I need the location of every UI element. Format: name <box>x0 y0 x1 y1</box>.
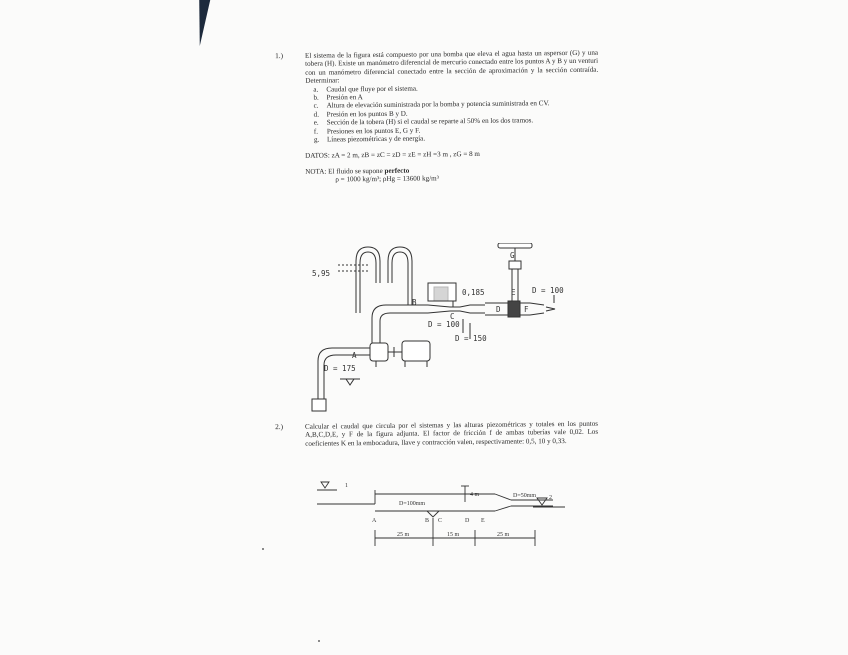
point-b: B <box>412 298 417 307</box>
list-item: c. Altura de elevación suministrada por la bomba y potencia suministrada en CV. <box>313 99 550 111</box>
label-d175: D = 175 <box>324 364 356 373</box>
list-item: a. Caudal que fluye por el sistema. <box>313 84 418 94</box>
point-d: D <box>496 305 501 314</box>
problem-2 <box>274 419 599 449</box>
point-f: F <box>524 305 529 314</box>
problem-1-items <box>313 82 599 144</box>
list-item: d. Presión en los puntos B y D. <box>313 109 408 119</box>
nota-block <box>305 165 599 185</box>
label-0185: 0,185 <box>462 288 485 297</box>
point-c: C <box>438 518 443 524</box>
point-e: E <box>511 288 516 297</box>
list-item: b. Presión en A <box>313 93 363 102</box>
problem-2-statement: Calcular el caudal que circula por el sistemas y las alturas piezométricas y totales en los puntos A,B,C,D,E, y F de la figura adjunta. El factor de fricción f de ambas tuberías vale 0,02. Los coeficientes K en la embocadura, llave y contracción valen, respectivamente: 0,5, 10 y 0,33. <box>304 419 599 448</box>
point-g: G <box>510 251 515 260</box>
pipeline-figure <box>315 476 575 566</box>
problem-1-number: 1.) <box>274 50 284 61</box>
tank-1-label: 1 <box>345 483 348 489</box>
point-a: A <box>372 518 377 524</box>
point-c: C <box>450 312 455 321</box>
length-3-label: 25 m <box>497 532 510 538</box>
label-d150: D = 150 <box>455 334 487 343</box>
problem-2-number: 2.) <box>274 421 284 432</box>
diameter-2-label: D=50mm <box>513 493 537 499</box>
pump-system-figure <box>310 243 580 418</box>
point-e: E <box>481 518 485 524</box>
length-2-label: 15 m <box>447 532 460 538</box>
corner-ink-mark <box>193 0 210 46</box>
scan-speck <box>262 548 264 550</box>
nota-label: NOTA: El fluido se supone <box>305 166 383 176</box>
point-b: B <box>425 518 430 524</box>
problem-1 <box>274 48 599 185</box>
label-d100-a: D = 100 <box>428 320 460 329</box>
datos-line: DATOS: zA = 2 m, zB = zC = zD = zE = zH =3 m , zG = 8 m <box>305 150 480 161</box>
point-a: A <box>352 351 357 360</box>
diameter-1-label: D=100mm <box>399 501 426 507</box>
list-item: e. Sección de la tobera (H) si el caudal se reparte al 50% en los dos tramos. <box>313 116 534 127</box>
nota-bold: perfecto <box>384 166 410 175</box>
list-item: f. Presiones en los puntos E, G y F. <box>313 126 421 136</box>
label-d100-b: D = 100 <box>532 286 564 295</box>
scan-speck <box>318 640 320 642</box>
length-1-label: 25 m <box>397 532 410 538</box>
label-height: 5,95 <box>312 269 331 278</box>
tank-2-label: 2 <box>549 495 552 501</box>
drop-label: 4 m <box>470 492 480 498</box>
problem-1-statement: El sistema de la figura está compuesto por una bomba que eleva el agua hasta un aspersor (G) y una tobera (H). Existe un manómetro diferencial de mercurio conectado entre los puntos A y B y un venturi con un manómetro diferencial conectado entre la sección de aproximación y la sección contraída. Determinar: <box>304 48 599 85</box>
nota-values: ρ = 1000 kg/m³; ρHg = 13600 kg/m³ <box>335 174 439 184</box>
point-d: D <box>465 518 470 524</box>
list-item: g. Líneas piezométricas y de energía. <box>313 134 426 144</box>
